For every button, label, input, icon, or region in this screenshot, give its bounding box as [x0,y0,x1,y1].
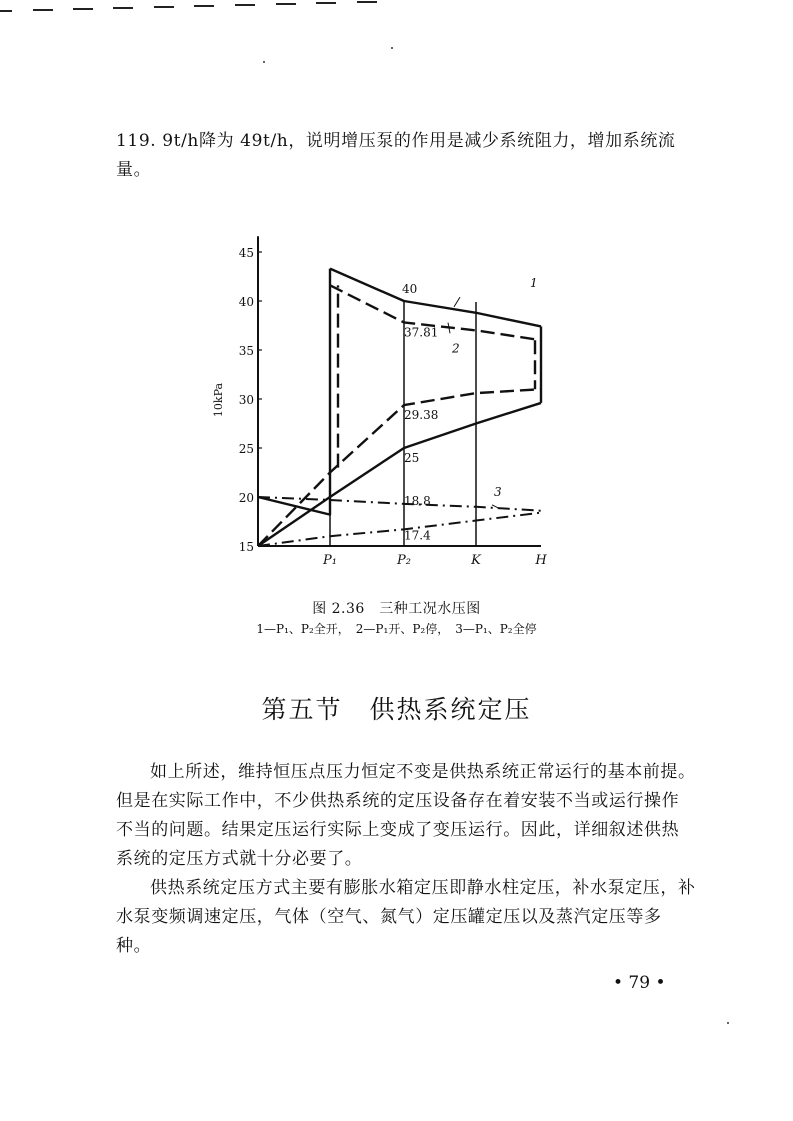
annotation-label: 18.8 [404,493,431,508]
x-tick-label: H [535,553,547,568]
y-tick-label: 30 [238,393,254,407]
scan-speck [727,1022,729,1024]
x-tick-label: P₁ [323,553,337,568]
y-tick-label: 40 [238,295,254,309]
annotation-label: 2 [452,341,460,356]
figure-caption: 图 2.36 三种工况水压图 [312,601,481,617]
annotation-label: 25 [404,451,420,465]
annotation-label: 29.38 [404,408,439,423]
y-tick-label: 15 [238,540,254,554]
y-tick-label: 25 [238,442,254,456]
x-tick-label: K [471,553,481,568]
paragraph-2: 供热系统定压方式主要有膨胀水箱定压即静水柱定压，补水泵定压，补水泵变频调速定压，气体（空气、氮气）定压罐定压以及蒸汽定压等多种。 [116,878,696,956]
paragraph-top: 119. 9t/h降为 49t/h，说明增压泵的作用是减少系统阻力，增加系统流量。 [116,131,676,180]
leader-3 [492,505,498,508]
series-1-pump-P1-loop-line [258,269,330,515]
leader-1 [454,297,460,307]
figure-legend: 1—P₁、P₂全开， 2—P₁开、P₂停， 3—P₁、P₂全停 [256,622,537,636]
series-1-return-line [258,403,541,546]
paragraph-1: 如上所述，维持恒压点压力恒定不变是供热系统正常运行的基本前提。但是在实际工作中，不少供热系统的定压设备存在着安装不当或运行操作不当的问题。结果定压运行实际上变成了变压运行。因此，详细叙述供热系统的定压方式就十分必要了。 [116,762,696,869]
y-axis-label: 10kPa [212,382,225,418]
y-tick-label: 20 [238,491,254,505]
annotation-label: 40 [402,282,418,296]
series-1-supply-line [330,269,541,327]
y-tick-label: 35 [238,344,254,358]
annotation-label: 37.81 [404,325,439,340]
series-3-supply-line [258,497,541,511]
annotation-label: 3 [494,484,502,499]
section-title: 第五节 供热系统定压 [261,695,532,724]
x-tick-label: P₂ [397,553,411,568]
series-2-return-line [258,389,541,546]
page-number: • 79 • [613,973,666,993]
annotation-label: 1 [530,276,538,290]
annotation-label: 17.4 [404,528,431,543]
y-tick-label: 45 [238,246,254,260]
